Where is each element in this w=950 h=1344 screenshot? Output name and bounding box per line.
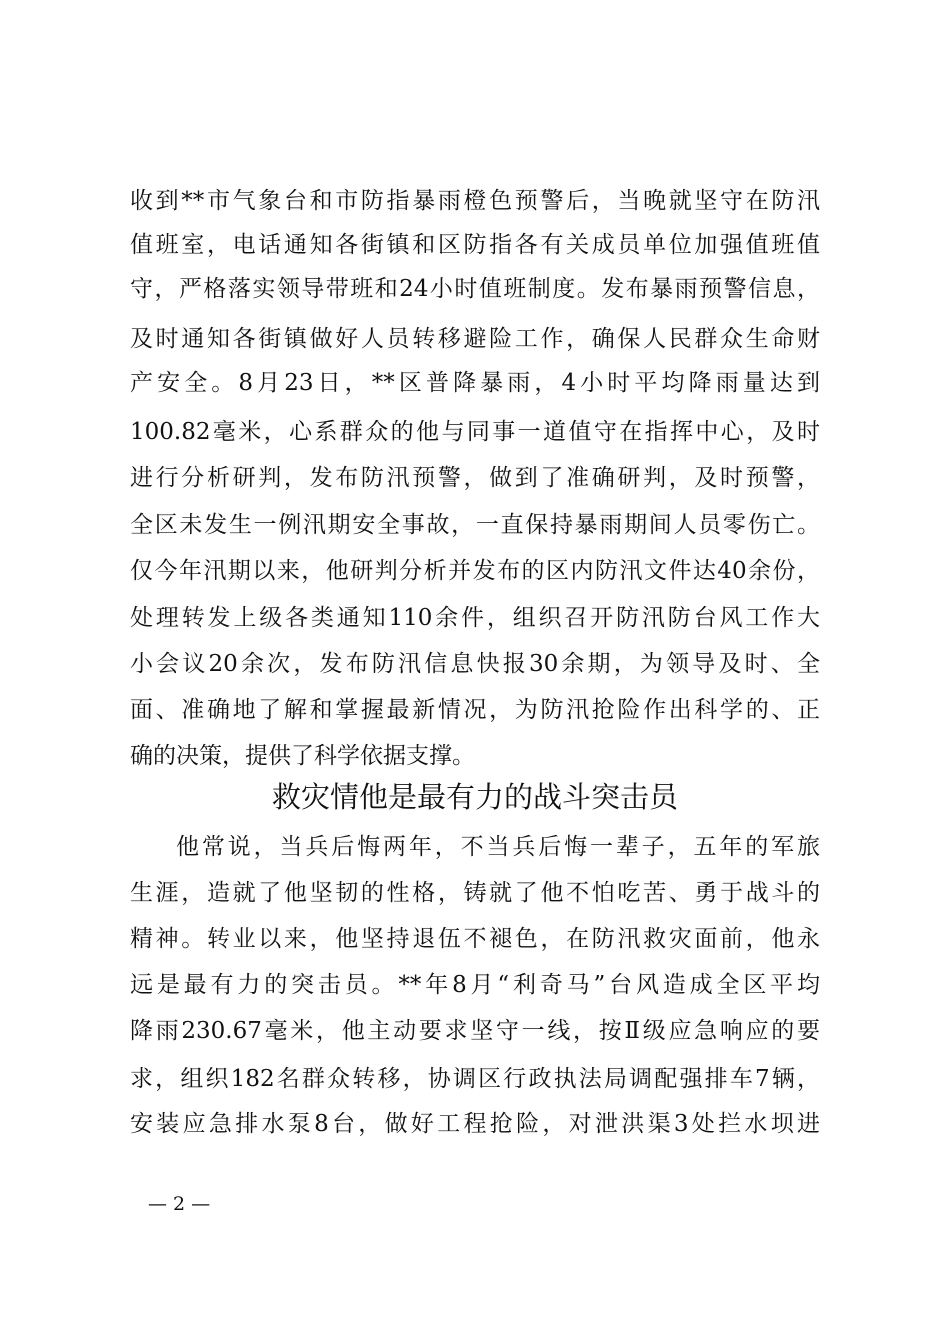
paragraph-line: 生涯，造就了他坚韧的性格，铸就了他不怕吃苦、勇于战斗的: [130, 880, 820, 906]
paragraph-line: 精神。转业以来，他坚持退伍不褪色，在防汛救灾面前，他永: [130, 926, 820, 952]
paragraph-line: 值班室，电话通知各街镇和区防指各有关成员单位加强值班值: [130, 232, 820, 258]
paragraph-line: 及时通知各街镇做好人员转移避险工作，确保人民群众生命财: [130, 326, 820, 352]
paragraph-line: 收到**市气象台和市防指暴雨橙色预警后，当晚就坚守在防汛: [130, 188, 820, 214]
page-number: — 2 —: [148, 1193, 211, 1215]
paragraph-line: 远是最有力的突击员。**年8月“利奇马”台风造成全区平均: [130, 972, 820, 998]
paragraph-line: 进行分析研判，发布防汛预警，做到了准确研判，及时预警，: [130, 465, 820, 491]
paragraph-line: 他常说，当兵后悔两年，不当兵后悔一辈子，五年的军旅: [176, 834, 820, 860]
paragraph-line: 安装应急排水泵8台，做好工程抢险，对泄洪渠3处拦水坝进: [130, 1111, 820, 1137]
paragraph-line: 全区未发生一例汛期安全事故，一直保持暴雨期间人员零伤亡。: [130, 512, 820, 538]
paragraph-line: 小会议20余次，发布防汛信息快报30余期，为领导及时、全: [130, 651, 820, 677]
paragraph-line: 确的决策，提供了科学依据支撑。: [130, 743, 475, 769]
paragraph-line: 面、准确地了解和掌握最新情况，为防汛抢险作出科学的、正: [130, 697, 820, 723]
paragraph-line: 100.82毫米，心系群众的他与同事一道值守在指挥中心，及时: [130, 419, 820, 445]
paragraph-line: 守，严格落实领导带班和24小时值班制度。发布暴雨预警信息，: [130, 276, 820, 302]
paragraph-line: 处理转发上级各类通知110余件，组织召开防汛防台风工作大: [130, 605, 820, 631]
paragraph-line: 产安全。8月23日，**区普降暴雨，4小时平均降雨量达到: [130, 370, 820, 396]
paragraph-line: 降雨230.67毫米，他主动要求坚守一线，按Ⅱ级应急响应的要: [130, 1018, 820, 1044]
paragraph-line: 仅今年汛期以来，他研判分析并发布的区内防汛文件达40余份，: [130, 558, 820, 584]
section-heading: 救灾情他是最有力的战斗突击员: [271, 780, 678, 814]
paragraph-line: 求，组织182名群众转移，协调区行政执法局调配强排车7辆，: [130, 1066, 820, 1092]
